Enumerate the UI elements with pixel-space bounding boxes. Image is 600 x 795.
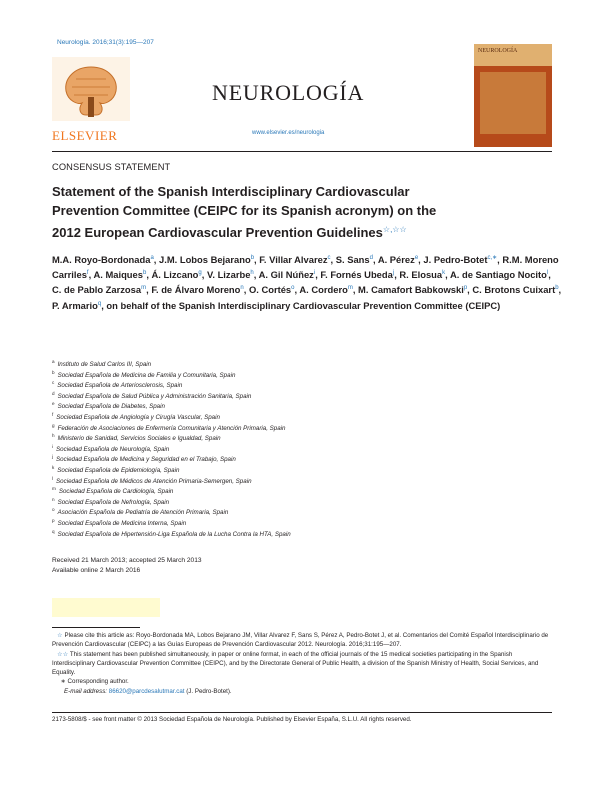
email-row [52,687,557,696]
affiliation-item [52,508,562,519]
affiliation-item [52,530,562,541]
author-affiliation-mark[interactable]: p [463,285,468,292]
affiliation-key: l [52,475,54,481]
author-separator: , [418,254,424,265]
section-label: CONSENSUS STATEMENT [52,162,171,172]
affiliation-key: e [52,401,55,407]
author-separator: , [254,254,260,265]
author-affiliation-mark[interactable]: c,∗ [487,255,498,261]
affiliation-item [52,477,562,488]
affiliation-item [52,498,562,509]
affiliation-key: a [52,359,55,364]
author-name: P. Armario [52,299,98,311]
affiliation-text: Sociedad Española de Cardiología, Spain [58,488,174,496]
author-name: R.M. Moreno Carriles [52,254,559,281]
author-separator: , [445,269,450,281]
email-suffix: (J. Pedro-Botet). [184,687,232,695]
affiliation-text: Sociedad Española de Medicina y Seguridad en el Trabajo, Spain [56,456,236,464]
header-divider [52,151,552,152]
cover-image [480,72,546,134]
author-name: M. Camafort Babkowski [358,284,464,296]
author-separator: , [201,269,207,281]
affiliation-key: n [52,496,55,502]
author-name: A. Gil Núñez [258,269,314,281]
affiliation-item [52,413,562,424]
publisher-name: ELSEVIER [52,128,118,143]
footnote-text: Please cite this article as: Royo-Bordonada MA, Lobos Bejarano JM, Villar Alvarez F, Sans S, Pérez A, Pedro-Botet J, et al. Comentarios del Comité Español Interdisciplinario de Prevención Cardiovascular (CEIPC) a las Guías Europeas de Prevención Cardiovascular 2012. Neurología. 2016;31:195—207. [52,632,549,649]
author-affiliation-mark[interactable]: h [250,270,254,277]
affiliation-text: Sociedad Española de Salud Pública y Administración Sanitaria, Spain [57,392,252,400]
author-affiliation-mark[interactable]: g [198,270,202,277]
footnote-mark: ☆☆ [57,650,69,658]
affiliation-key: m [52,486,56,492]
author-affiliation-mark[interactable]: m [141,285,147,292]
affiliation-key: j [52,454,54,460]
affiliation-text: Sociedad Española de Nefrología, Spain [57,498,170,506]
author-affiliation-mark[interactable]: a [150,255,154,261]
author-name: F. Fornés Ubeda [320,269,393,281]
author-name: S. Sans [335,254,370,265]
author-separator: , [497,254,503,265]
affiliation-key: h [52,433,55,439]
article-dates [52,556,202,576]
author-affiliation-mark[interactable]: k [442,270,446,277]
author-affiliation-mark[interactable]: j [392,270,395,277]
copyright-divider [52,712,552,713]
affiliation-text: Instituto de Salud Carlos III, Spain [57,361,152,368]
author-separator: , [330,254,336,265]
affiliation-item [52,381,562,392]
affiliation-list [52,360,562,540]
footnote-mark: ☆ [57,632,63,639]
journal-citation[interactable]: Neurología. 2016;31(3):195—207 [57,39,154,46]
affiliation-text: Sociedad Española de Arteriosclerosis, Spain [57,382,183,390]
journal-title: NEUROLOGÍA [212,80,365,105]
affiliation-item [52,434,562,445]
author-name: C. de Pablo Zarzosa [52,284,142,296]
affiliation-text: Sociedad Española de Epidemiología, Spain [57,466,180,474]
corresponding-author [52,677,557,686]
affiliation-item [52,487,562,498]
author-name: A. Cordero [299,284,348,296]
author-affiliation-mark[interactable]: b [555,285,559,292]
elsevier-tree-logo [52,57,130,121]
author-affiliation-mark[interactable]: o [291,285,295,292]
affiliation-item [52,392,562,403]
received-date: Received 21 March 2013; accepted 25 March 2013 [52,557,202,564]
title-footnote-marks[interactable]: ☆,☆☆ [382,225,407,234]
author-separator: , [558,284,562,296]
affiliation-text: Sociedad Española de Medicina Interna, Spain [57,519,187,527]
author-name: V. Lizarbe [206,269,251,281]
footnote-divider [52,627,140,628]
cover-title: NEUROLOGÍA [478,48,518,54]
affiliation-text: Sociedad Española de Diabetes, Spain [57,403,165,411]
author-separator: , [548,269,551,281]
author-name: R. Elosua [399,269,443,281]
author-name: C. Brotons Cuixart [472,284,556,296]
affiliation-key: c [52,380,55,386]
journal-cover-thumbnail [474,44,552,147]
affiliation-item [52,466,562,477]
email-label: E-mail address: [64,687,108,695]
title-line-2: Prevention Committee (CEIPC for its Spanish acronym) on the [52,203,437,218]
affiliation-item [52,360,562,371]
article-title [52,182,562,242]
affiliation-text: Ministerio de Sanidad, Servicios Sociales e Igualdad, Spain [57,435,221,443]
author-affiliation-mark[interactable]: q [97,300,102,307]
author-affiliation-mark[interactable]: d [369,255,373,261]
affiliation-item [52,445,562,456]
footnote-text: This statement has been published simultaneously, in paper or online format, in each of the official journals of the 15 medical societies participating in the Spanish Interdisciplinary Cardiovascular Prevention Committee (CEIPC), and by the Directorate General of Public Health, a division of the Spanish Ministry of Health, Social Services, and Equality. [52,650,539,677]
author-separator: , [394,269,400,281]
title-line-3: 2012 European Cardiovascular Prevention Guidelines [52,225,383,240]
author-name: J. Pedro-Botet [423,254,488,265]
affiliation-text: Federación de Asociaciones de Enfermería Comunitaria y Atención Primaria, Spain [57,424,286,432]
corresponding-mark: ∗ [60,678,66,686]
author-separator: , [146,284,152,296]
author-affiliation-mark[interactable]: m [347,285,353,292]
affiliation-item [52,402,562,413]
author-affiliation-mark[interactable]: n [240,285,244,292]
author-name: O. Cortés [248,284,292,296]
title-line-1: Statement of the Spanish Interdisciplinary Cardiovascular [52,184,410,199]
email-link[interactable]: 86620@parcdesalutmar.cat [108,687,185,695]
affiliation-key: o [52,507,55,513]
author-list [52,252,562,313]
affiliation-text: Sociedad Española de Medicina de Familia y Comunitaria, Spain [57,371,236,379]
footnote-citation [52,631,557,650]
author-separator: , [352,284,359,296]
author-separator: , [243,284,249,296]
affiliation-item [52,519,562,530]
affiliation-key: q [52,528,55,534]
author-affiliation-mark[interactable]: f [86,270,89,277]
author-name: A. de Santiago Nocito [450,269,547,281]
author-name: Á. Lizcano [151,269,199,281]
affiliation-text: Sociedad Española de Médicos de Atención Primaria-Semergen, Spain [56,477,252,485]
affiliation-text: Asociación Española de Pediatría de Atención Primaria, Spain [57,509,229,517]
affiliation-text: Sociedad Española de Neurología, Spain [56,445,170,453]
affiliation-key: g [52,422,55,428]
author-separator: , [88,269,94,281]
author-affiliation-mark[interactable]: e [414,255,419,261]
author-name: J.M. Lobos Bejarano [159,254,251,265]
affiliation-text: Sociedad Española de Hipertensión-Liga Española de la Lucha Contra la HTA, Spain [57,530,291,538]
author-name: M.A. Royo-Bordonada [52,254,151,265]
author-separator: , [294,284,300,296]
affiliation-key: i [52,443,54,449]
affiliation-key: p [52,517,55,523]
author-separator: , on behalf of the Spanish Interdisciplinary Cardiovascular Prevention Committee (CEIPC) [101,299,501,311]
online-date: Available online 2 March 2016 [52,567,141,574]
author-affiliation-mark[interactable]: i [313,270,316,277]
author-affiliation-mark[interactable]: l [546,270,549,277]
footnotes [52,631,557,696]
affiliation-key: k [52,464,55,470]
copyright-line: 2173-5808/$ - see front matter © 2013 Sociedad Española de Neurología. Published by Elsevier España, S.L.U. All rights reserved. [52,716,412,723]
author-separator: , [153,254,159,265]
author-affiliation-mark[interactable]: b [250,255,255,261]
affiliation-item [52,455,562,466]
author-separator: , [146,269,152,281]
affiliation-text: Sociedad Española de Angiología y Cirugía Vascular, Spain [56,413,220,421]
affiliation-item [52,371,562,382]
author-name: A. Maiques [93,269,143,281]
author-name: A. Pérez [377,254,415,265]
author-separator: , [467,284,473,296]
author-separator: , [372,254,378,265]
cover-banner [474,44,552,66]
affiliation-key: b [52,369,55,375]
corresponding-text: Corresponding author. [67,678,129,686]
author-affiliation-mark[interactable]: b [142,270,147,277]
author-separator: , [315,269,321,281]
author-separator: , [253,269,259,281]
highlight-box [52,598,160,617]
journal-url[interactable]: www.elsevier.es/neurologia [252,130,325,136]
affiliation-key: f [52,411,54,417]
affiliation-item [52,424,562,435]
affiliation-key: d [52,390,55,396]
author-affiliation-mark[interactable]: c [327,255,331,261]
author-name: F. de Álvaro Moreno [151,284,241,296]
author-name: F. Villar Alvarez [259,254,328,265]
footnote-publication [52,650,557,678]
